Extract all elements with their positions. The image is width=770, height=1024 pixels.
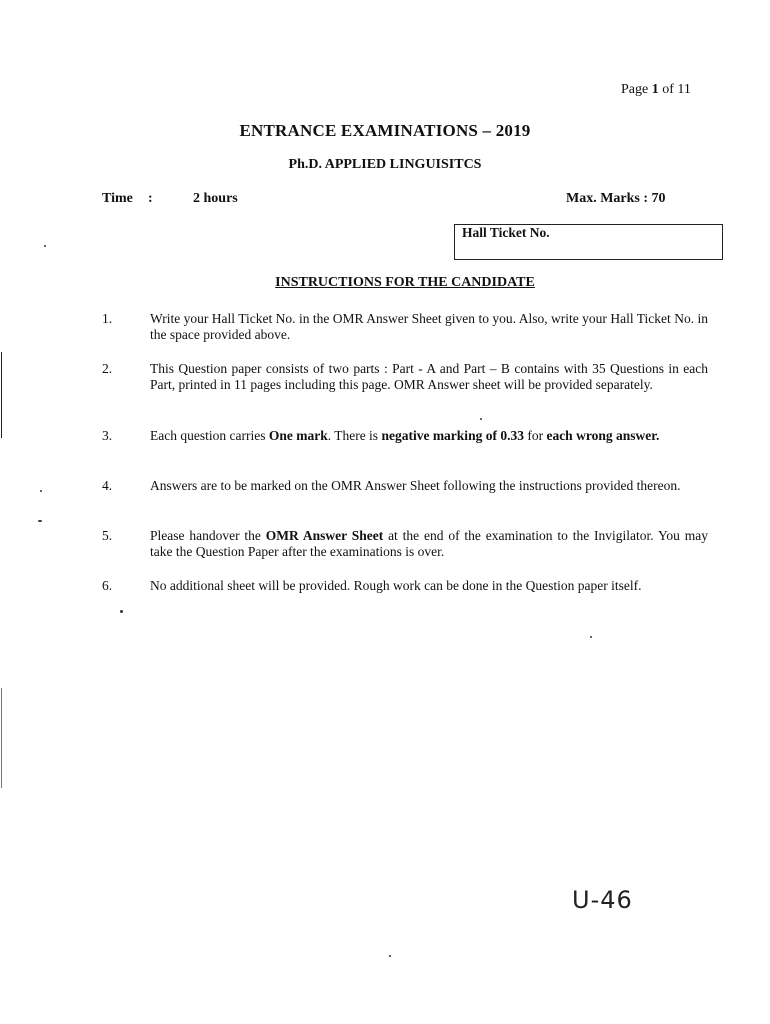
instruction-item: Write your Hall Ticket No. in the OMR Answer Sheet given to you. Also, write your Hall Ticket No. in the space provided above.: [150, 311, 708, 342]
instructions-heading: INSTRUCTIONS FOR THE CANDIDATE: [275, 275, 535, 290]
scan-speck: [44, 245, 46, 247]
hall-ticket-label: Hall Ticket No.: [462, 225, 550, 240]
item-text-part: at the end of the examination to the Invigilator. You may take the Question Paper after the examinations is over.: [150, 528, 708, 559]
item-bold-part: OMR Answer Sheet: [265, 528, 384, 543]
scan-speck: [40, 490, 42, 492]
scan-speck: [590, 636, 592, 638]
item-text-part: Each question carries: [150, 428, 269, 443]
course-title: Ph.D. APPLIED LINGUISITCS: [288, 157, 482, 172]
page-current: 1: [651, 82, 659, 97]
item-text-part: Please handover the: [150, 528, 266, 543]
page-total: 11: [677, 82, 691, 97]
item-number: 4.: [102, 478, 113, 493]
item-number: 2.: [102, 361, 113, 376]
scan-speck: [38, 520, 42, 522]
item-bold-part: negative marking of 0.33: [381, 428, 524, 443]
item-text-part: . There is: [327, 428, 382, 443]
exam-title: ENTRANCE EXAMINATIONS – 2019: [239, 121, 531, 140]
time-colon: :: [148, 191, 153, 206]
page-number: [621, 82, 691, 98]
item-bold-part: One mark: [268, 428, 328, 443]
page-of: of: [662, 82, 674, 97]
time-label: Time: [102, 191, 133, 206]
scan-speck: [120, 610, 123, 613]
instruction-item: [150, 528, 708, 560]
max-marks: Max. Marks : 70: [566, 191, 666, 206]
item-number: 5.: [102, 528, 113, 543]
time-value: 2 hours: [193, 191, 238, 206]
handwritten-code: U-46: [572, 886, 633, 914]
scan-margin-line: [1, 688, 2, 788]
item-number: 3.: [102, 428, 113, 443]
scan-margin-line: [1, 352, 2, 438]
item-number: 1.: [102, 311, 113, 326]
item-text-part: for: [523, 428, 547, 443]
item-bold-part: each wrong answer.: [546, 428, 660, 443]
instruction-item: This Question paper consists of two parts : Part - A and Part – B contains with 35 Questions in each Part, printed in 11 pages including this page. OMR Answer sheet will be provided separately.: [150, 361, 708, 392]
scan-speck: [480, 418, 482, 420]
item-number: 6.: [102, 578, 113, 593]
instruction-item: No additional sheet will be provided. Rough work can be done in the Question paper itself.: [150, 578, 642, 593]
page-prefix: Page: [621, 82, 649, 97]
scan-speck: [389, 955, 391, 957]
instruction-item: [150, 428, 708, 444]
instruction-item: Answers are to be marked on the OMR Answer Sheet following the instructions provided thereon.: [150, 478, 681, 493]
